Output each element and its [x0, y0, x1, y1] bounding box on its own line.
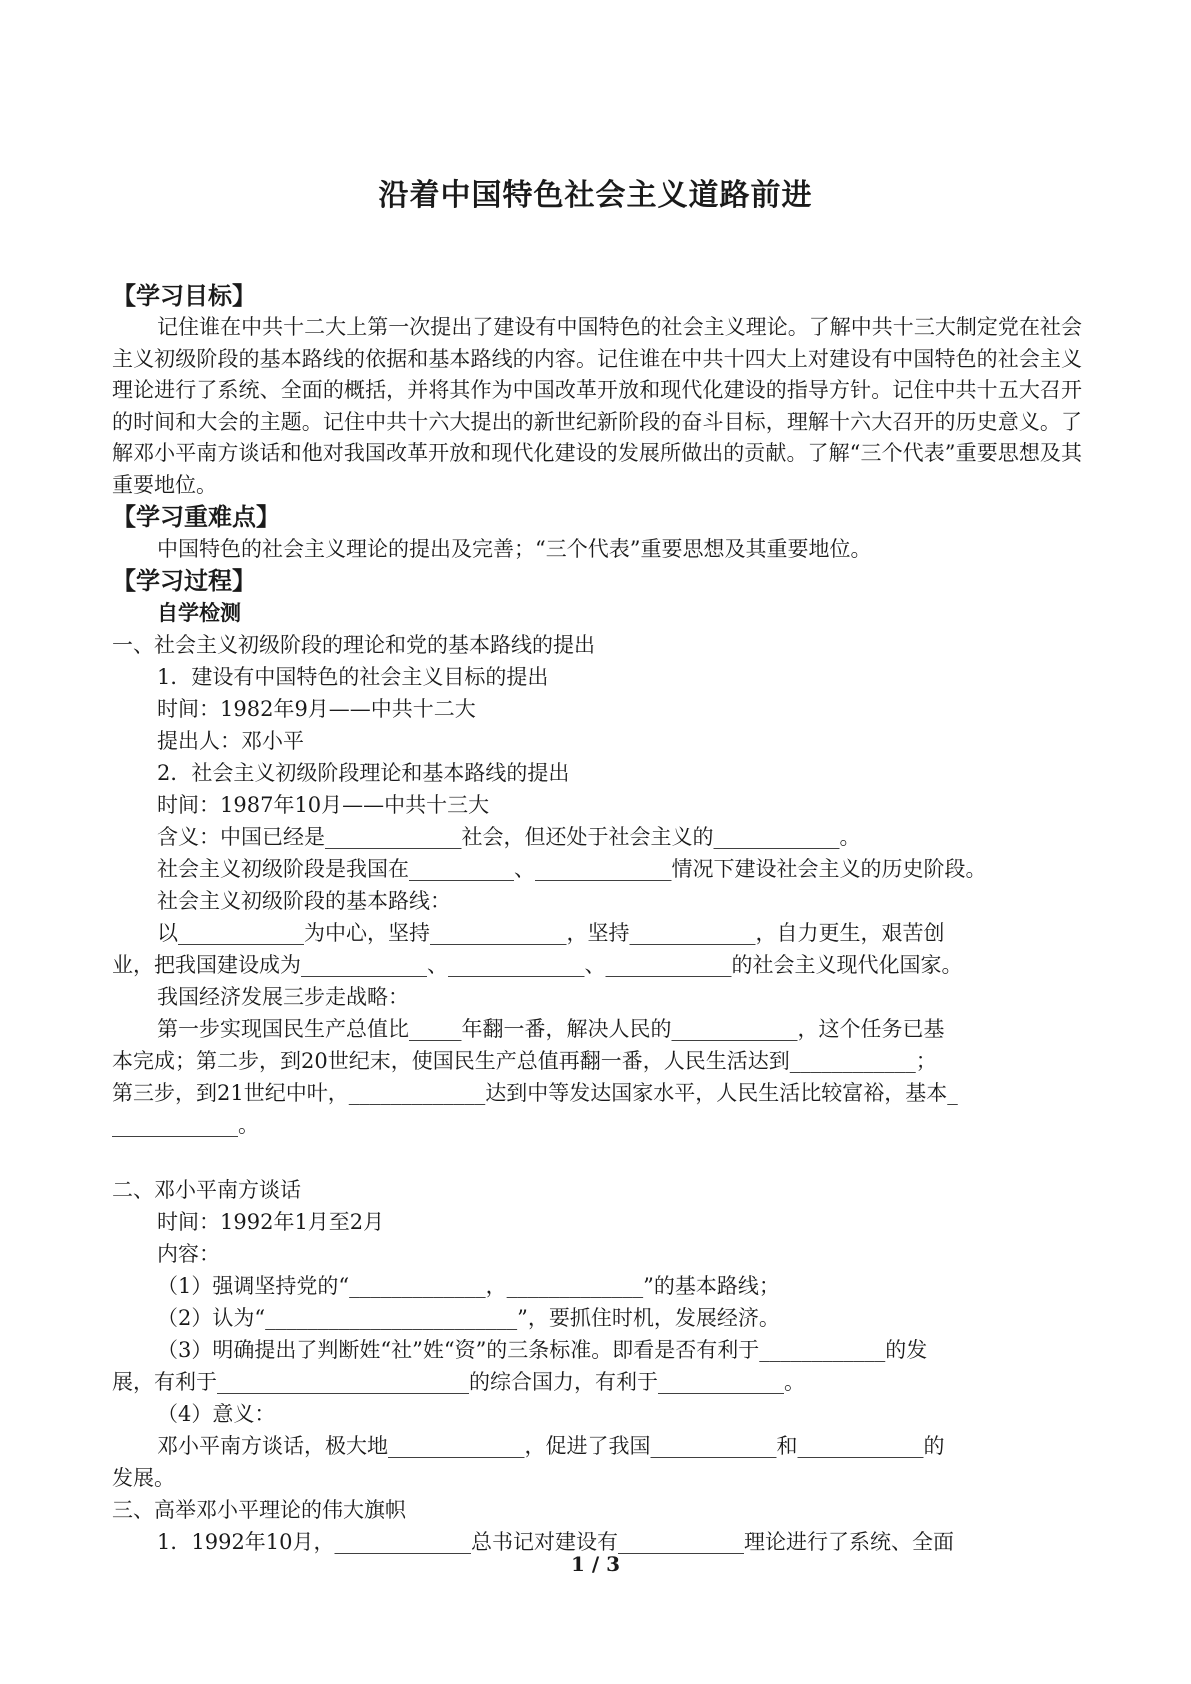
fill-blank-line: 邓小平南方谈话，极大地_____________，促进了我国____________和____________的	[157, 1434, 945, 1458]
fill-blank-line: （2）认为“________________________”，要抓住时机，发展经济。	[157, 1306, 780, 1330]
body-line: 提出人：邓小平	[157, 729, 304, 753]
fill-blank-line: 第三步，到21世纪中叶，_____________达到中等发达国家水平，人民生活比较富裕，基本_	[112, 1081, 958, 1105]
blank-line	[112, 1141, 1082, 1174]
fill-blank-line: （3）明确提出了判断姓“社”姓“资”的三条标准。即看是否有利于____________的发	[157, 1338, 928, 1362]
fill-blank-line: 展，有利于________________________的综合国力，有利于____________。	[112, 1370, 805, 1394]
body-line: （4）意义：	[157, 1402, 276, 1426]
fill-blank-line: ____________。	[112, 1113, 259, 1137]
body-line: 2．社会主义初级阶段理论和基本路线的提出	[157, 761, 570, 785]
body-line: 时间：1982年9月——中共十二大	[157, 697, 476, 721]
section-2-heading: 二、邓小平南方谈话	[112, 1178, 301, 1202]
key-points-text: 中国特色的社会主义理论的提出及完善；“三个代表”重要思想及其重要地位。	[157, 537, 872, 561]
fill-blank-line: 以____________为中心，坚持_____________，坚持____________，自力更生，艰苦创	[157, 921, 945, 945]
fill-blank-line: 第一步实现国民生产总值比_____年翻一番，解决人民的____________，这个任务已基	[157, 1017, 945, 1041]
fill-blank-line: 本完成；第二步，到20世纪末，使国民生产总值再翻一番，人民生活达到____________；	[112, 1049, 937, 1073]
body-line: 发展。	[112, 1466, 175, 1490]
page-number: 1 / 3	[570, 1552, 621, 1576]
body-line: 时间：1992年1月至2月	[157, 1210, 385, 1234]
body-line: 时间：1987年10月——中共十三大	[157, 793, 490, 817]
fill-blank-line: 业，把我国建设成为____________、_____________、____________的社会主义现代化国家。	[112, 953, 963, 977]
process-heading: 【学习过程】	[112, 567, 256, 595]
fill-blank-line: 含义：中国已经是_____________社会，但还处于社会主义的____________。	[157, 825, 861, 849]
fill-blank-line: 1．1992年10月，_____________总书记对建设有____________理论进行了系统、全面	[157, 1530, 955, 1554]
self-test-subheading: 自学检测	[157, 601, 241, 625]
fill-blank-line: （1）强调坚持党的“_____________，_____________”的基本路线；	[157, 1274, 780, 1298]
section-1-heading: 一、社会主义初级阶段的理论和党的基本路线的提出	[112, 633, 595, 657]
document-title: 沿着中国特色社会主义道路前进	[378, 178, 813, 213]
body-line: 1．建设有中国特色的社会主义目标的提出	[157, 665, 549, 689]
key-points-heading: 【学习重难点】	[112, 503, 280, 531]
section-3-heading: 三、高举邓小平理论的伟大旗帜	[112, 1498, 406, 1522]
body-line: 社会主义初级阶段的基本路线：	[157, 889, 451, 913]
document-body	[112, 280, 1082, 1558]
objectives-heading: 【学习目标】	[112, 282, 256, 310]
fill-blank-line: 社会主义初级阶段是我国在__________、_____________情况下建设社会主义的历史阶段。	[157, 857, 987, 881]
objectives-paragraph: 记住谁在中共十二大上第一次提出了建设有中国特色的社会主义理论。了解中共十三大制定党在社会主义初级阶段的基本路线的依据和基本路线的内容。记住谁在中共十四大上对建设有中国特色的社会主义理论进行了系统、全面的概括，并将其作为中国改革开放和现代化建设的指导方针。记住中共十五大召开的时间和大会的主题。记住中共十六大提出的新世纪新阶段的奋斗目标，理解十六大召开的历史意义。了解邓小平南方谈话和他对我国改革开放和现代化建设的发展所做出的贡献。了解“三个代表”重要思想及其重要地位。	[112, 315, 1082, 497]
body-line: 内容：	[157, 1242, 220, 1266]
body-line: 我国经济发展三步走战略：	[157, 985, 409, 1009]
